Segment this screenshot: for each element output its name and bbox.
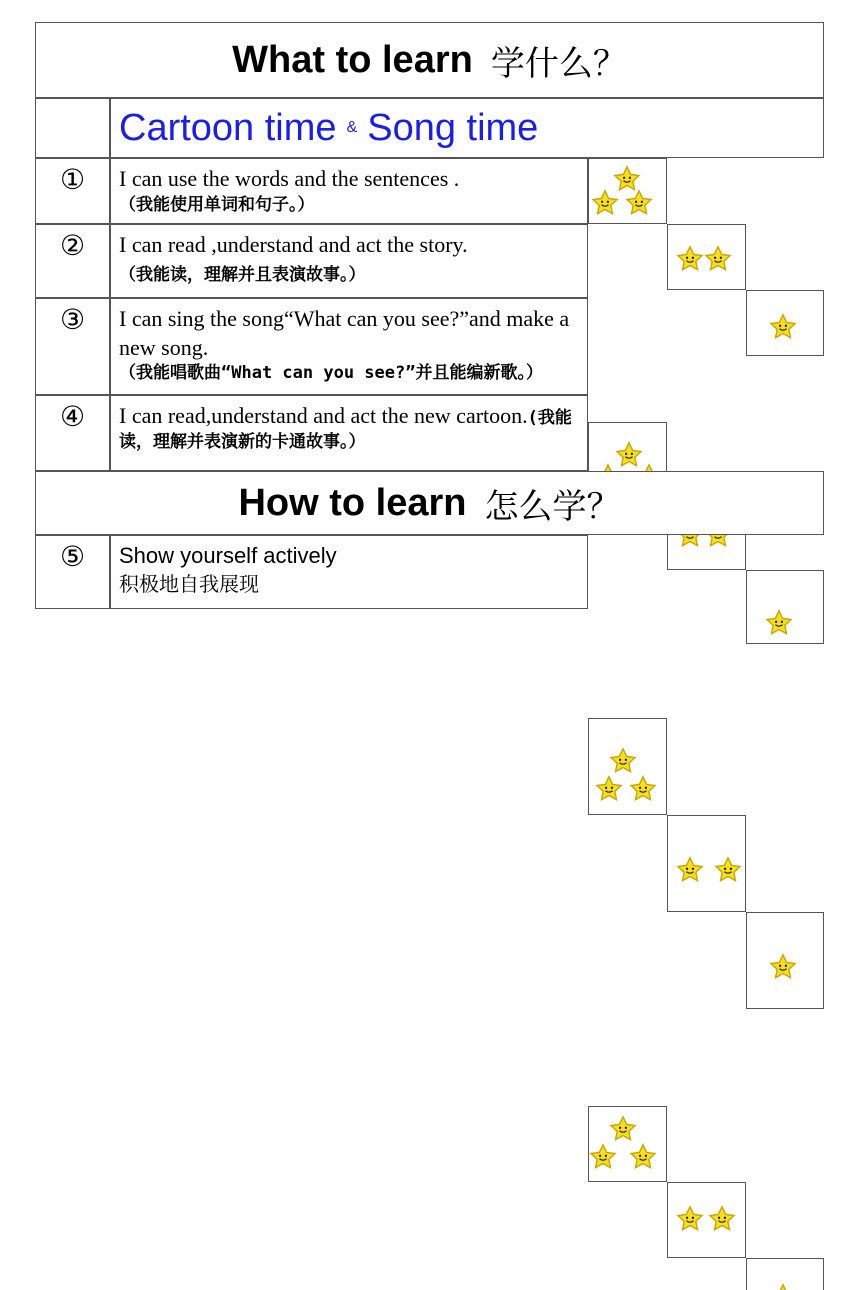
rating-1-star — [746, 290, 824, 356]
header-en: How to learn — [238, 481, 467, 524]
row-number: ④ — [35, 395, 110, 471]
star-icon — [765, 609, 793, 637]
what-to-learn-header — [35, 22, 824, 98]
star-icon — [708, 1205, 736, 1233]
star-icon — [676, 1205, 704, 1233]
star-icon — [625, 189, 653, 217]
row-text-zh: （我能读，理解并且表演故事。） — [119, 264, 366, 285]
rating-1-star — [746, 1258, 824, 1290]
row-description — [110, 535, 588, 609]
row-text-en: I can read,understand and act the new cartoon. — [119, 403, 528, 428]
star-icon — [591, 189, 619, 217]
row-description — [110, 158, 588, 224]
row-text-zh: 积极地自我展现 — [119, 571, 259, 596]
header-zh: 怎么学？ — [484, 486, 621, 527]
row-text-en: I can sing the song“What can you see?”and make a new song. — [119, 306, 570, 360]
rating-3-stars — [588, 718, 667, 815]
rating-2-stars — [667, 1182, 746, 1258]
star-icon — [714, 856, 742, 884]
subheader-num-cell — [35, 98, 110, 158]
star-icon — [704, 245, 732, 273]
learning-table — [35, 22, 824, 609]
star-icon — [629, 1143, 657, 1171]
header-en: What to learn — [232, 38, 473, 81]
star-icon — [769, 1283, 797, 1290]
star-icon — [769, 953, 797, 981]
star-icon — [609, 747, 637, 775]
song-time-label: Song time — [367, 106, 539, 149]
rating-3-stars — [588, 158, 667, 224]
rating-3-stars — [588, 1106, 667, 1182]
row-text-en: Show yourself actively — [119, 543, 337, 568]
row-number: ⑤ — [35, 535, 110, 609]
rating-1-star — [746, 570, 824, 644]
header-zh: 学什么？ — [490, 43, 627, 84]
rating-2-stars — [667, 815, 746, 912]
row-number: ① — [35, 158, 110, 224]
row-description — [110, 224, 588, 298]
row-text-zh: （我能唱歌曲“What can you see?”并且能编新歌。） — [119, 363, 543, 384]
star-icon — [676, 856, 704, 884]
cartoon-time-label: Cartoon time — [119, 106, 337, 149]
star-icon — [769, 313, 797, 341]
row-number: ③ — [35, 298, 110, 395]
star-icon — [609, 1115, 637, 1143]
ampersand: & — [346, 119, 358, 136]
star-icon — [589, 1143, 617, 1171]
star-icon — [595, 775, 623, 803]
subheader-title — [110, 98, 824, 158]
rating-1-star — [746, 912, 824, 1009]
row-description — [110, 298, 588, 395]
star-icon — [629, 775, 657, 803]
row-text-en: I can read ,understand and act the story. — [119, 232, 468, 257]
row-description — [110, 395, 588, 471]
row-text-en: I can use the words and the sentences . — [119, 166, 460, 191]
row-number: ② — [35, 224, 110, 298]
rating-2-stars — [667, 224, 746, 290]
star-icon — [676, 245, 704, 273]
row-text-zh: （我能使用单词和句子。） — [119, 194, 315, 215]
how-to-learn-header — [35, 471, 824, 535]
row-text-zh: (我能读，理解并表演新的卡通故事。） — [119, 408, 572, 452]
